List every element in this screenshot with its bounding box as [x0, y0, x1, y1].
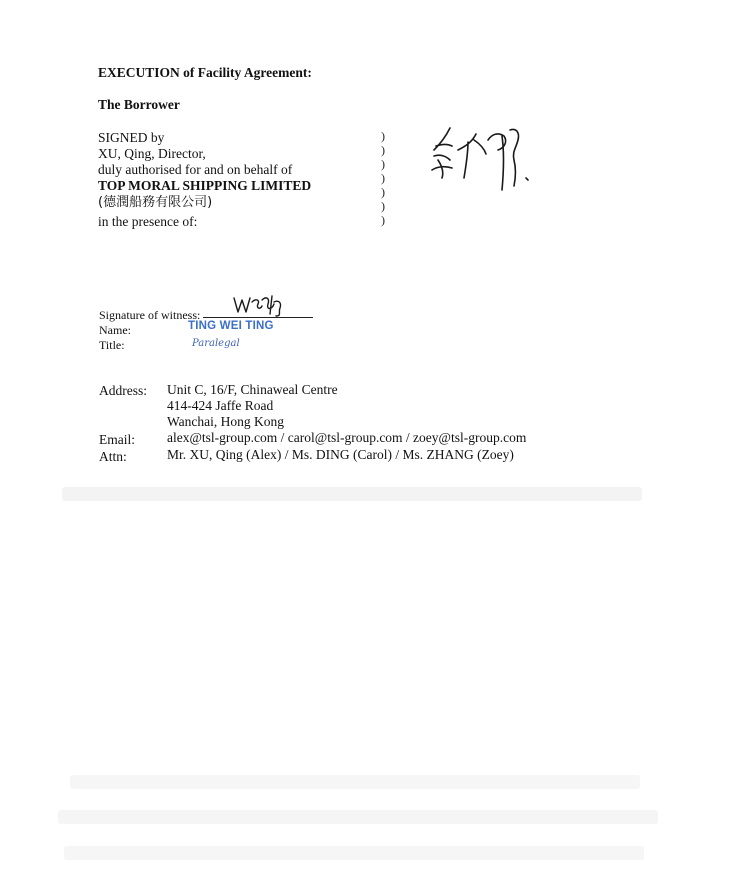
- email-value: alex@tsl-group.com / carol@tsl-group.com / zoey@tsl-group.com: [167, 430, 527, 445]
- signing-line: in the presence of:: [98, 214, 198, 229]
- attn-value: Mr. XU, Qing (Alex) / Ms. DING (Carol) / Ms. ZHANG (Zoey): [167, 447, 514, 462]
- witness-title-handwritten: Paralegal: [192, 338, 240, 349]
- bracket: ): [381, 171, 385, 185]
- address-line: Unit C, 16/F, Chinaweal Centre: [167, 382, 338, 397]
- signing-line: XU, Qing, Director,: [98, 146, 206, 161]
- page-heading: EXECUTION of Facility Agreement:: [98, 65, 312, 80]
- bracket: ): [381, 129, 385, 143]
- address-label: Address:: [99, 383, 147, 398]
- signing-line: duly authorised for and on behalf of: [98, 162, 293, 177]
- party-heading: The Borrower: [98, 97, 180, 112]
- witness-name-label: Name:: [99, 323, 131, 337]
- address-line: 414-424 Jaffe Road: [167, 398, 274, 413]
- witness-signature-label: Signature of witness:: [99, 308, 201, 322]
- bracket: ): [381, 213, 385, 227]
- signing-line: SIGNED by: [98, 130, 165, 145]
- email-label: Email:: [99, 432, 135, 447]
- bracket: ): [381, 157, 385, 171]
- company-name: TOP MORAL SHIPPING LIMITED: [98, 178, 312, 193]
- company-chinese-name: (德潤船務有限公司): [98, 195, 213, 210]
- bracket: ): [381, 185, 385, 199]
- attn-label: Attn:: [99, 449, 127, 464]
- witness-title-label: Title:: [99, 338, 125, 352]
- bracket: ): [381, 143, 385, 157]
- director-signature-image: [428, 120, 538, 200]
- witness-name-stamp: TING WEI TING: [188, 320, 274, 332]
- bracket: ): [381, 199, 385, 213]
- address-line: Wanchai, Hong Kong: [167, 414, 285, 429]
- witness-signature-image: [232, 292, 284, 318]
